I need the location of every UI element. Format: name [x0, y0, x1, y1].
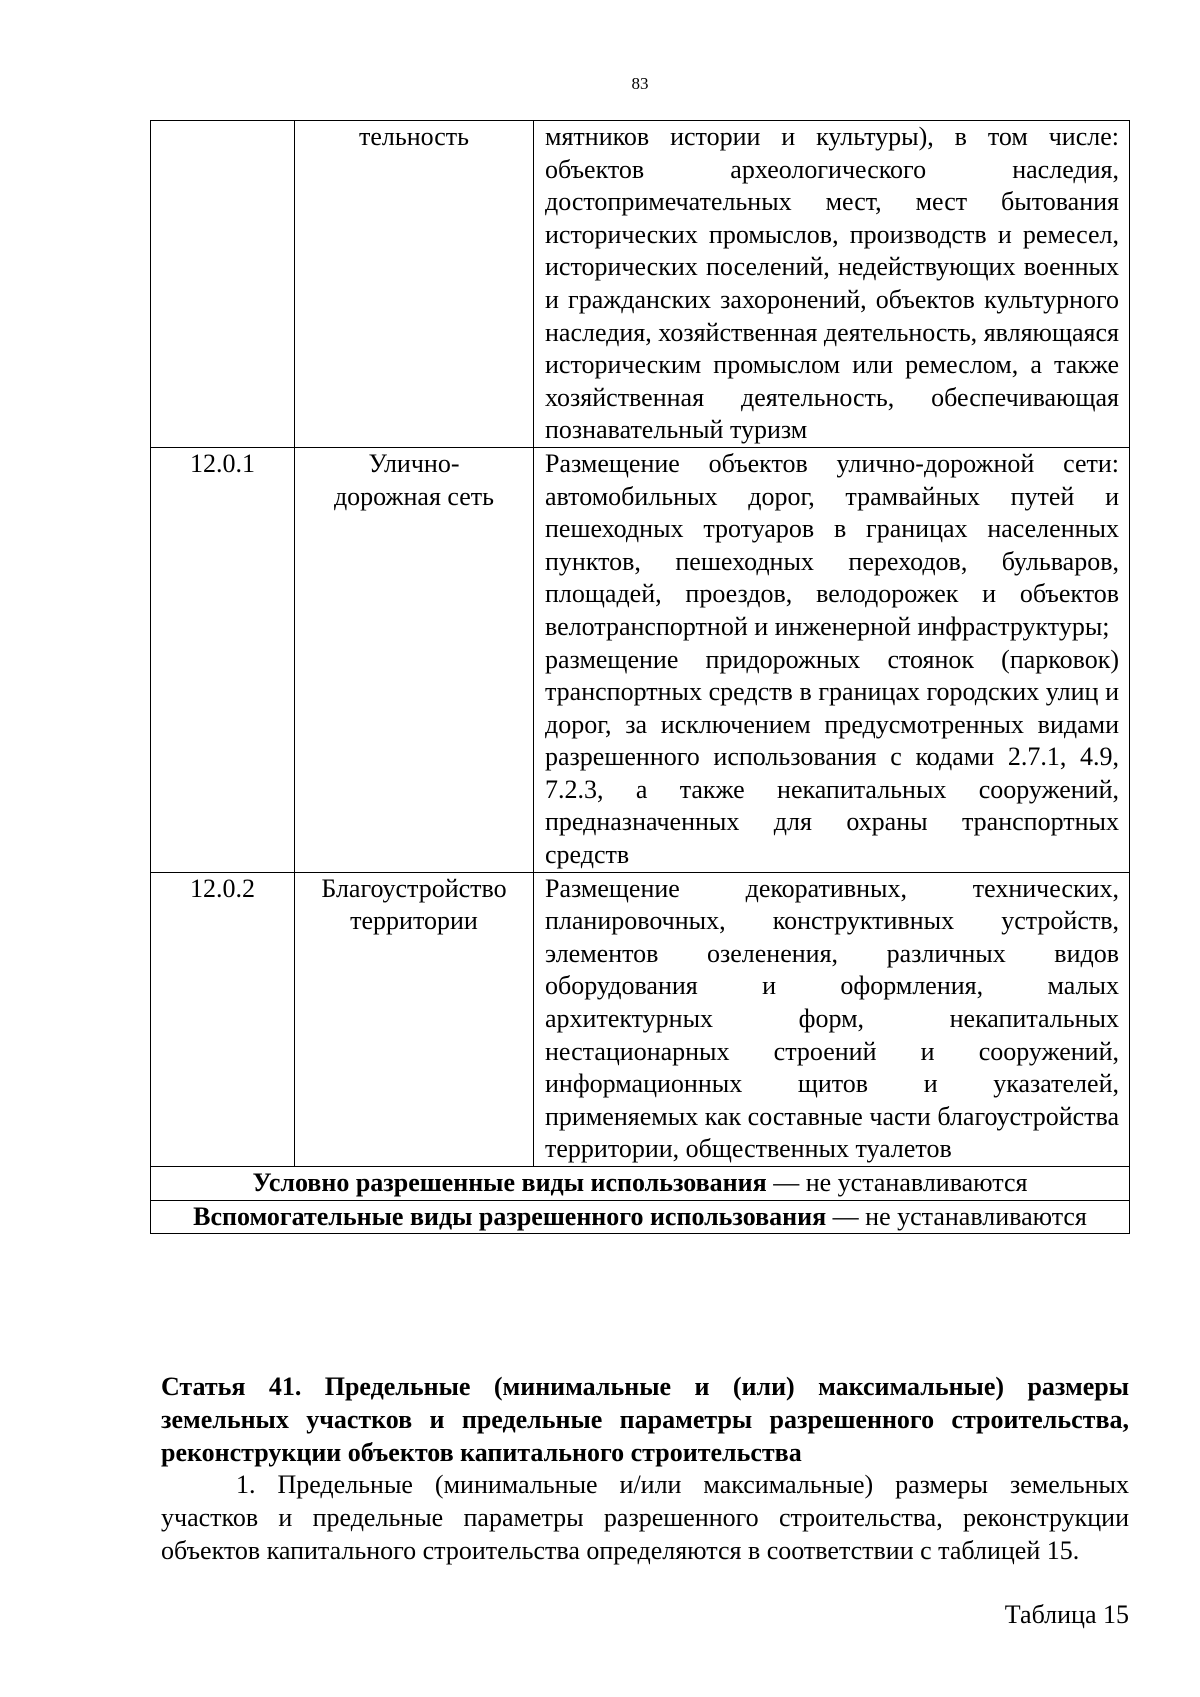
use-description-cell: [534, 447, 1130, 872]
auxiliary-uses-value: — не устанавливаются: [826, 1201, 1087, 1231]
conditional-uses-label: Условно разрешенные виды использования: [252, 1168, 767, 1197]
description-paragraph: Размещение декоративных, технических, планировочных, конструктивных устройств, элементов озеленения, различных видов оборудования и оформления, малых архитектурных форм, некапитальных нестационарных строений и сооружений, информационных щитов и указателей, применяемых как составные части благоустройства территории, общественных туалетов: [545, 873, 1119, 1164]
use-name-cell: тельность: [295, 121, 534, 448]
auxiliary-uses-cell: [151, 1200, 1130, 1234]
page-number: 83: [631, 74, 649, 93]
conditional-uses-row: [151, 1167, 1130, 1201]
use-description-cell: [534, 872, 1130, 1166]
auxiliary-uses-row: [151, 1200, 1130, 1234]
use-code-cell: 12.0.2: [151, 872, 295, 1166]
article-paragraph: [161, 1468, 1129, 1567]
land-use-table: [150, 120, 1130, 1234]
use-code-cell: 12.0.1: [151, 447, 295, 872]
article-title: [161, 1370, 1129, 1469]
article-paragraph-text: 1. Предельные (минимальные и/или максимальные) размеры земельных участков и предельные параметры разрешенного строительства, реконструкции объектов капитального строительства определяются в соответствии с таблицей 15.: [161, 1470, 1129, 1565]
description-paragraph: Размещение объектов улично-дорожной сети: автомобильных дорог, трамвайных путей и пешеходных тротуаров в границах населенных пунктов, пешеходных переходов, бульваров, площадей, проездов, велодорожек и объектов велотранспортной и инженерной инфраструктуры;: [545, 448, 1119, 641]
table-row: [151, 872, 1130, 1166]
description-paragraph: мятников истории и культуры), в том числе: объектов археологического наследия, достопримечательных мест, мест бытования исторических промыслов, производств и ремесел, исторических поселений, недействующих военных и гражданских захоронений, объектов культурного наследия, хозяйственная деятельность, являющаяся историческим промыслом или ремеслом, а также хозяйственная деятельность, обеспечивающая познавательный туризм: [545, 122, 1119, 445]
use-name-cell: Улично-дорожная сеть: [295, 447, 534, 872]
use-name-cell: Благоустройство территории: [295, 872, 534, 1166]
table-caption: Таблица 15: [1004, 1600, 1129, 1629]
use-code-cell: [151, 121, 295, 448]
conditional-uses-cell: [151, 1167, 1130, 1201]
conditional-uses-value: — не устанавливаются: [766, 1168, 1028, 1197]
article-title-text: Статья 41. Предельные (минимальные и (или) максимальные) размеры земельных участков и предельные параметры разрешенного строительства, реконструкции объектов капитального строительства: [161, 1372, 1129, 1467]
auxiliary-uses-label: Вспомогательные виды разрешенного использования: [193, 1201, 827, 1231]
use-description-cell: [534, 121, 1130, 448]
description-paragraph: размещение придорожных стоянок (парковок) транспортных средств в границах городских улиц и дорог, за исключением предусмотренных видами разрешенного использования с кодами 2.7.1, 4.9, 7.2.3, а также некапитальных сооружений, предназначенных для охраны транспортных средств: [545, 644, 1119, 870]
table-row: [151, 447, 1130, 872]
table-row: [151, 121, 1130, 448]
